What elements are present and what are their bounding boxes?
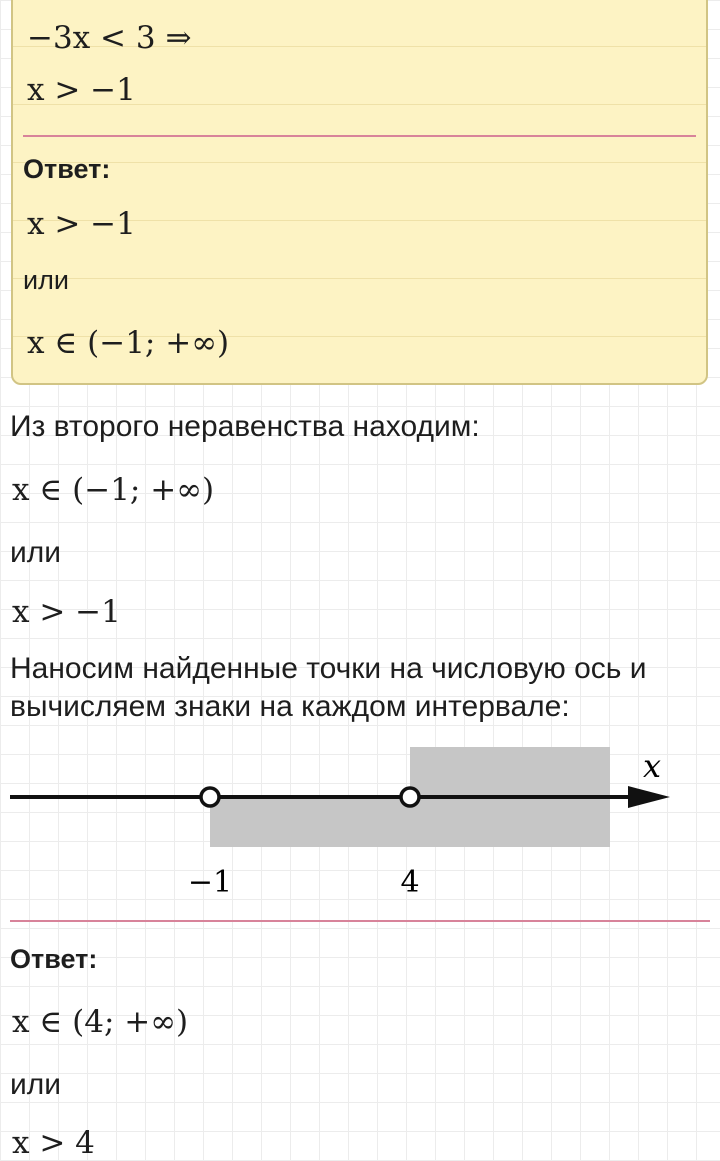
note-answer-2: x ∈ (−1; +∞) (27, 325, 230, 361)
axis-arrow-icon (628, 786, 670, 808)
note-inequality-2: x > −1 (27, 72, 136, 108)
shaded-interval-above (410, 747, 610, 797)
note-box (11, 0, 708, 385)
intro-text: Из второго неравенства находим: (10, 410, 480, 443)
number-line-diagram (0, 740, 720, 910)
result-inequality: x > −1 (12, 594, 121, 630)
point-label: 4 (400, 865, 420, 900)
plot-instruction-line-1: Наносим найденные точки на числовую ось и (10, 652, 647, 685)
note-or-label: или (23, 265, 69, 295)
result-interval: x ∈ (−1; +∞) (12, 472, 215, 508)
point-marker (201, 788, 219, 806)
note-answer-1: x > −1 (27, 206, 136, 242)
plot-instruction-line-2: вычисляем знаки на каждом интервале: (10, 690, 570, 723)
final-answer-interval: x ∈ (4; +∞) (12, 1004, 189, 1040)
point-label: −1 (187, 865, 233, 900)
note-answer-label: Ответ: (23, 154, 111, 184)
note-inequality-1: −3x < 3 ⇒ (27, 20, 192, 56)
point-marker (401, 788, 419, 806)
axis-label: x (642, 747, 662, 785)
note-divider (23, 135, 696, 137)
final-answer-inequality: x > 4 (12, 1125, 95, 1161)
final-answer-label: Ответ: (10, 944, 98, 974)
final-or-label: или (10, 1068, 62, 1101)
or-label: или (10, 536, 62, 569)
answer-divider (10, 920, 710, 922)
